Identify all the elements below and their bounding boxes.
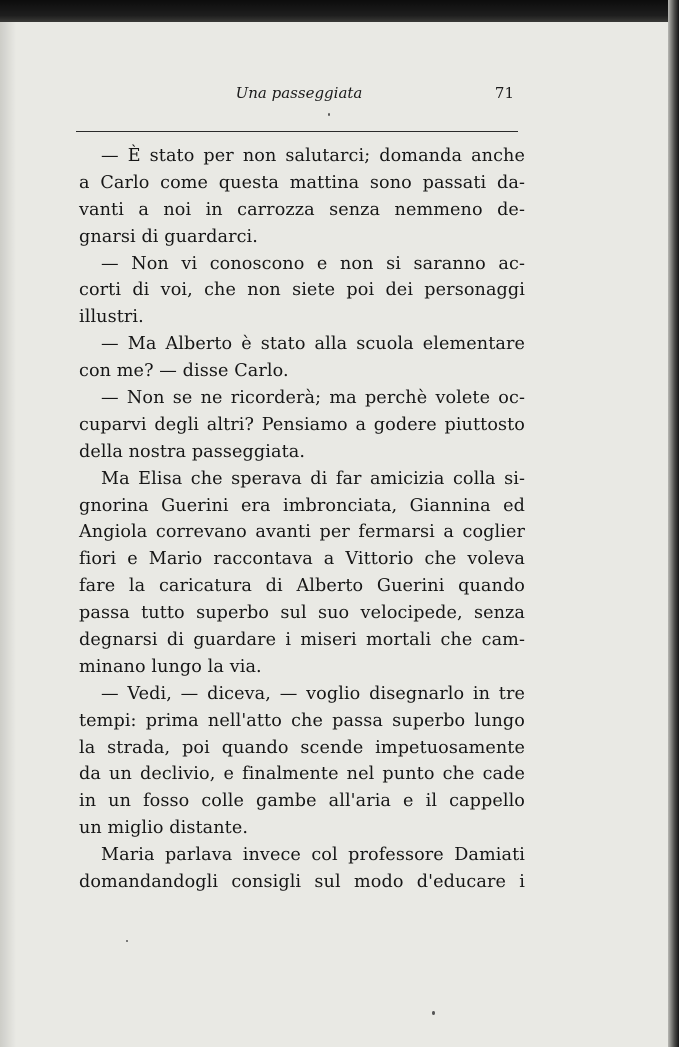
text-line: gnorina Guerini era imbronciata, Giannina ed <box>79 495 525 516</box>
text-line: domandandogli consigli sul modo d'educare i <box>79 872 525 893</box>
text-line: degnarsi di guardare i miseri mortali che cam- <box>79 630 525 651</box>
page-number: 71 <box>494 84 514 102</box>
text-line: della nostra passeggiata. <box>79 441 306 462</box>
print-speck <box>432 1011 435 1015</box>
text-line: minano lungo la via. <box>79 656 262 677</box>
text-line: illustri. <box>79 307 144 328</box>
body-text <box>79 143 525 896</box>
text-line: con me? — disse Carlo. <box>79 361 289 382</box>
print-speck <box>126 940 128 942</box>
text-line: fiori e Mario raccontava a Vittorio che voleva <box>79 549 525 570</box>
gutter-shadow <box>0 22 16 1047</box>
text-line: la strada, poi quando scende impetuosamente <box>79 737 525 758</box>
text-line: — Vedi, — diceva, — voglio disegnarlo in tre <box>101 683 525 704</box>
text-line: da un declivio, e finalmente nel punto che cade <box>79 764 525 785</box>
text-line: tempi: prima nell'atto che passa superbo lungo <box>79 710 525 731</box>
scan-top-edge <box>0 0 679 22</box>
text-line: Angiola correvano avanti per fermarsi a coglier <box>79 522 525 543</box>
running-title: Una passeggiata <box>235 84 363 102</box>
text-line: in un fosso colle gambe all'aria e il cappello <box>79 791 525 812</box>
print-speck <box>328 113 330 116</box>
text-line: — È stato per non salutarci; domanda anche <box>101 146 525 166</box>
text-line: fare la caricatura di Alberto Guerini quando <box>79 576 525 597</box>
text-line: Maria parlava invece col professore Damiati <box>101 845 525 866</box>
text-line: vanti a noi in carrozza senza nemmeno de- <box>79 199 525 220</box>
header-rule <box>76 131 518 132</box>
text-line: passa tutto superbo sul suo velocipede, senza <box>79 603 525 624</box>
text-line: — Non vi conoscono e non si saranno ac- <box>101 253 525 274</box>
text-line: — Ma Alberto è stato alla scuola elementare <box>101 334 525 355</box>
running-head <box>80 84 518 108</box>
text-line: corti di voi, che non siete poi dei personaggi <box>79 280 525 301</box>
text-line: — Non se ne ricorderà; ma perchè volete oc- <box>101 388 525 409</box>
scan-right-edge <box>668 0 679 1047</box>
text-line: a Carlo come questa mattina sono passati da- <box>79 172 525 193</box>
text-line: un miglio distante. <box>79 818 249 839</box>
text-line: cuparvi degli altri? Pensiamo a godere piuttosto <box>79 414 525 435</box>
text-line: gnarsi di guardarci. <box>79 226 258 247</box>
text-line: Ma Elisa che sperava di far amicizia colla si- <box>101 468 525 489</box>
